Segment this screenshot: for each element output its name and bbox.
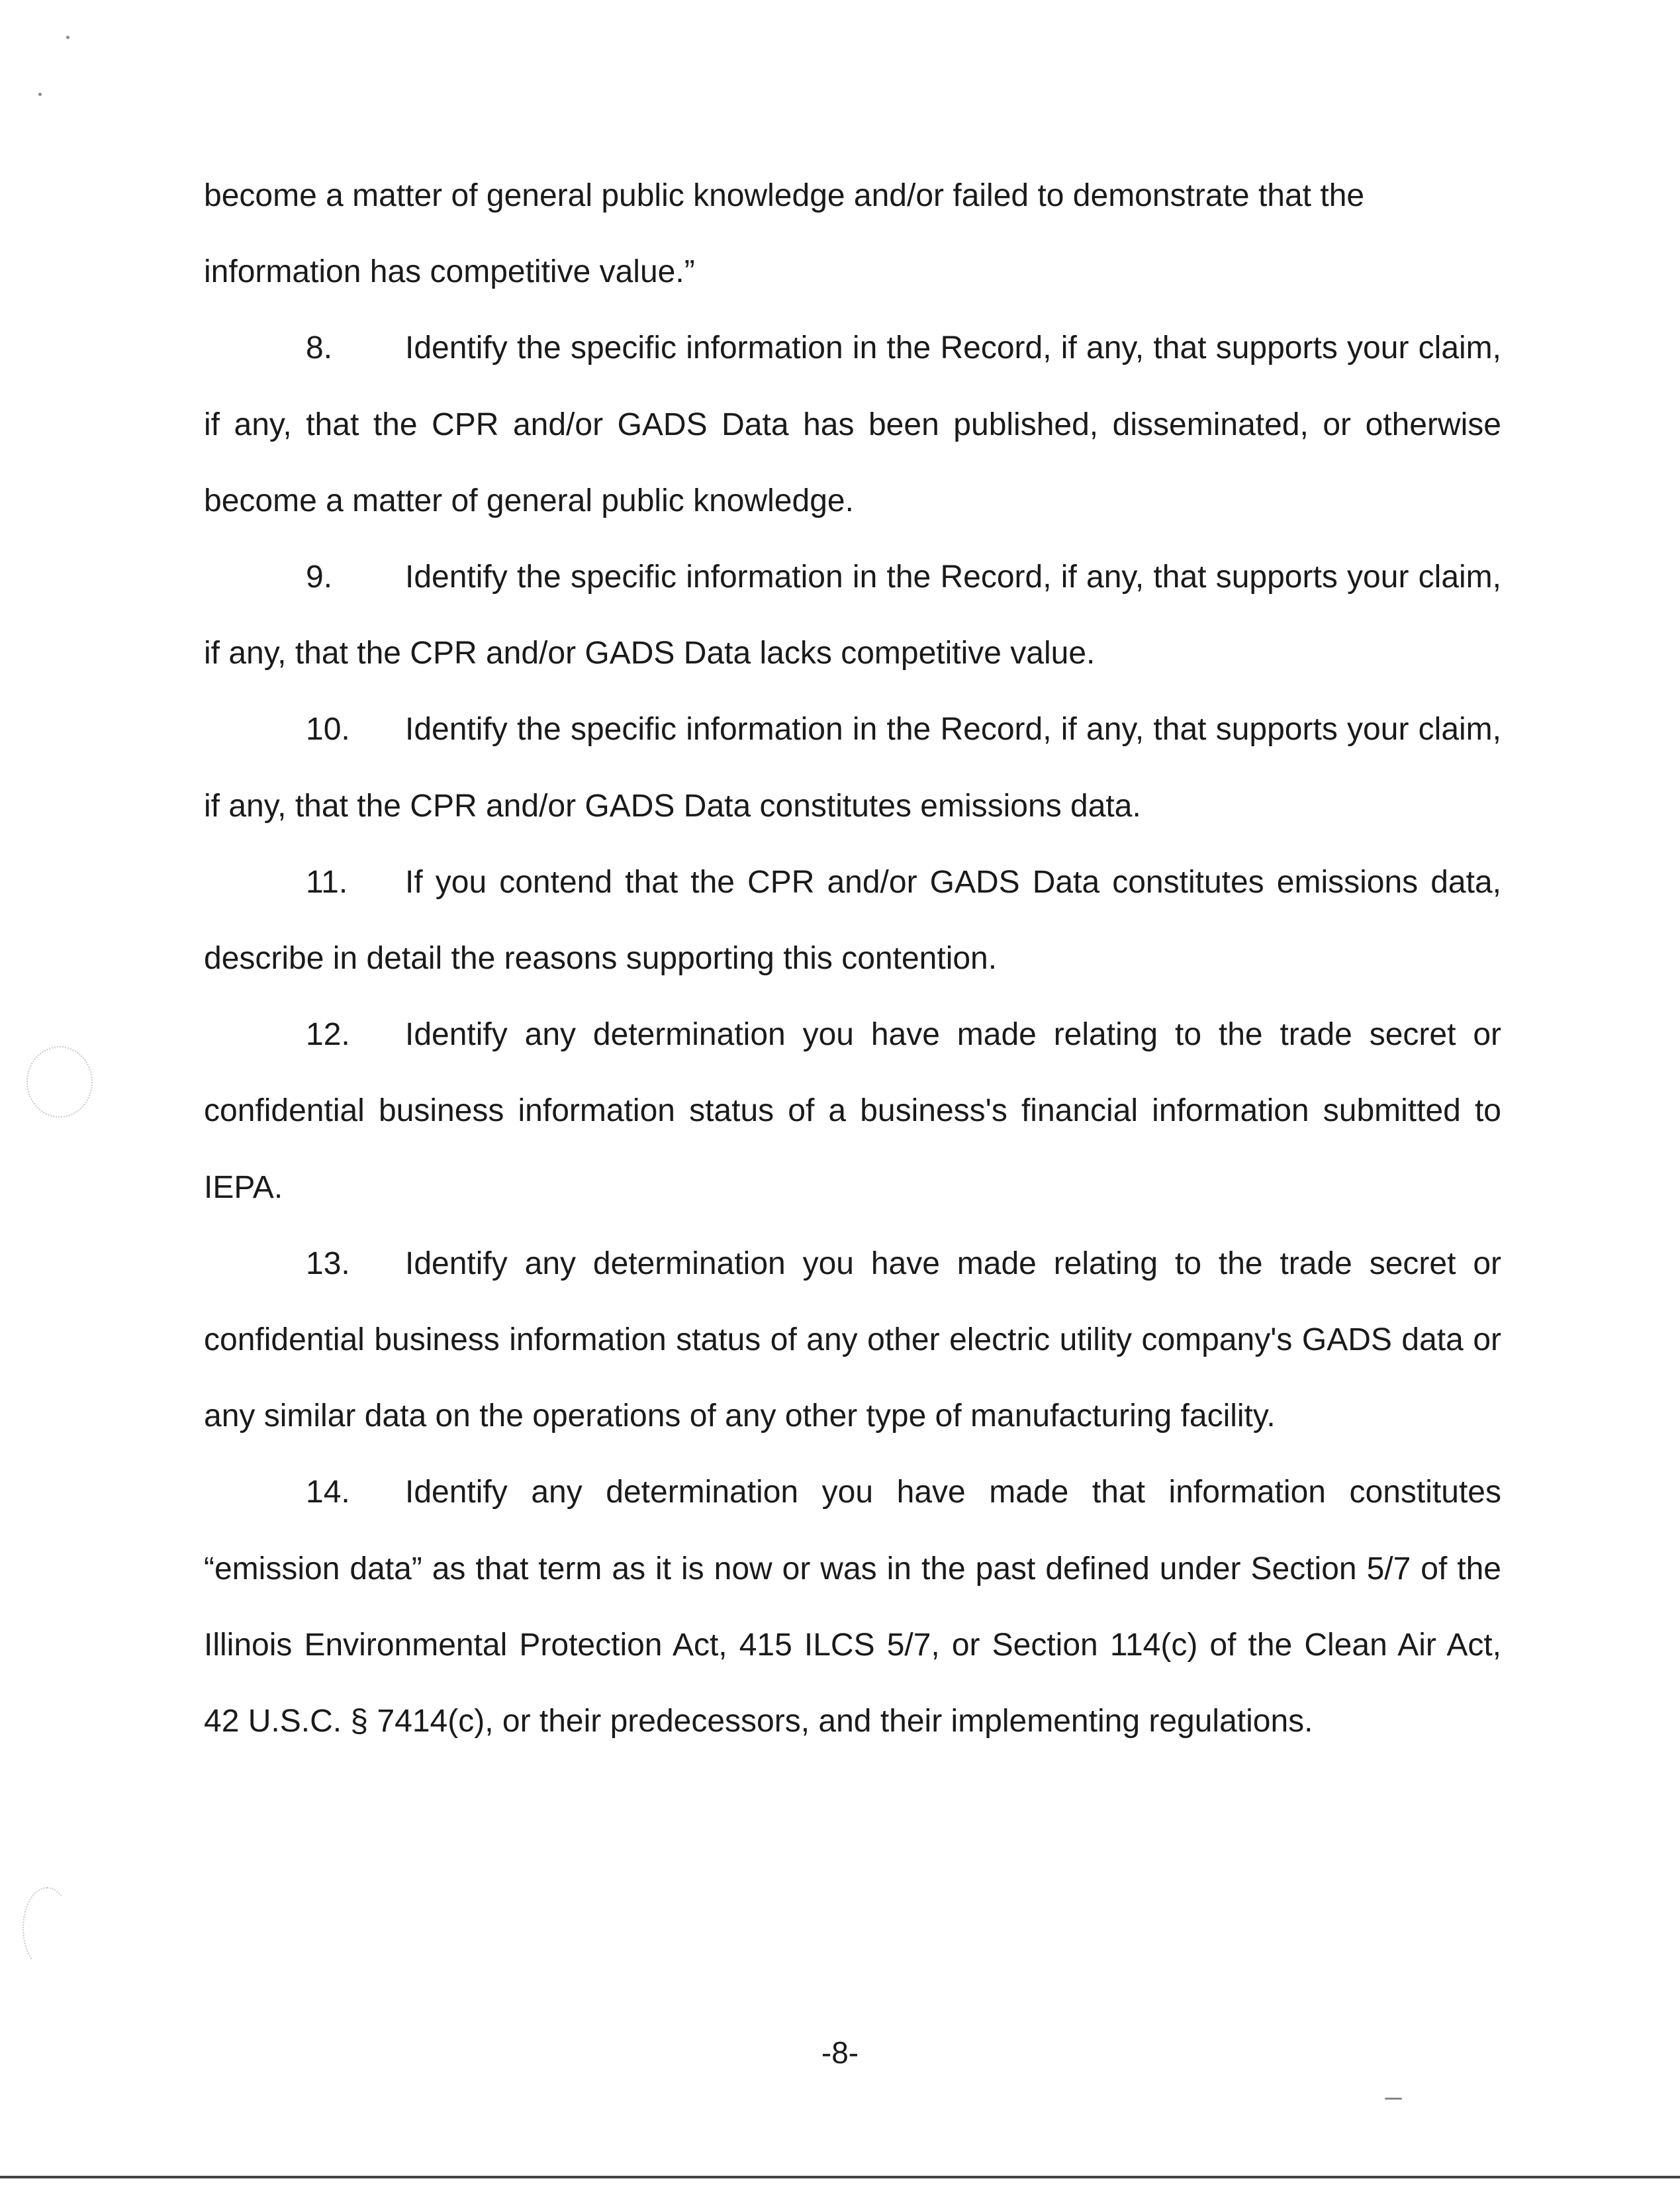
numbered-paragraph-14 bbox=[204, 1454, 1501, 1759]
paragraph-number: 14. bbox=[306, 1475, 350, 1510]
punch-hole-mark bbox=[23, 1887, 71, 1969]
paragraph-number: 9. bbox=[306, 560, 333, 595]
paragraph-number: 8. bbox=[306, 330, 333, 366]
paragraph-text: Identify any determination you have made relating to the trade secret or confidential business information status of any other electric utility company's GADS data or any similar data on the operations of any other type of manufacturing facility. bbox=[204, 1245, 1501, 1434]
document-body bbox=[204, 158, 1501, 1759]
scan-speck bbox=[38, 93, 42, 96]
paragraph-number: 11. bbox=[306, 864, 348, 900]
scan-speck bbox=[66, 36, 70, 39]
continuation-paragraph bbox=[204, 158, 1501, 310]
numbered-paragraph-10 bbox=[204, 691, 1501, 844]
continuation-line-1: become a matter of general public knowledge and/or failed to demonstrate that the bbox=[204, 178, 1365, 213]
page-bottom-edge bbox=[0, 2176, 1680, 2178]
numbered-paragraph-8 bbox=[204, 310, 1501, 539]
numbered-paragraph-9 bbox=[204, 539, 1501, 691]
punch-hole-mark bbox=[26, 1046, 93, 1118]
paragraph-text: Identify any determination you have made that information constitutes “emission data” as that term as it is now or was in the past defined under Section 5/7 of the Illinois Environmental Protection Act, 415 ILCS 5/7, or Section 114(c) of the Clean Air Act, 42 U.S.C. § 7414(c), or their predecessors, and their implementing regulations. bbox=[204, 1475, 1501, 1739]
paragraph-text: Identify the specific information in the Record, if any, that supports your claim, if any, that the CPR and/or GADS Data lacks competitive value. bbox=[204, 560, 1501, 671]
page-number: -8- bbox=[821, 2035, 859, 2070]
paragraph-text: If you contend that the CPR and/or GADS Data constitutes emissions data, describe in detail the reasons supporting this contention. bbox=[204, 864, 1501, 977]
paragraph-text: Identify the specific information in the Record, if any, that supports your claim, if any, that the CPR and/or GADS Data has been published, disseminated, or otherwise become a matter of general public knowledge. bbox=[204, 330, 1501, 518]
continuation-line-2: information has competitive value.” bbox=[204, 254, 695, 290]
numbered-paragraph-12 bbox=[204, 997, 1501, 1226]
paragraph-number: 13. bbox=[306, 1245, 350, 1281]
numbered-paragraph-11 bbox=[204, 844, 1501, 997]
numbered-paragraph-13 bbox=[204, 1226, 1501, 1455]
paragraph-text: Identify the specific information in the Record, if any, that supports your claim, if any, that the CPR and/or GADS Data constitutes emissions data. bbox=[204, 712, 1501, 824]
paragraph-number: 10. bbox=[306, 712, 350, 748]
paragraph-text: Identify any determination you have made relating to the trade secret or confidential business information status of a business's financial information submitted to IEPA. bbox=[204, 1017, 1501, 1205]
scan-speck bbox=[1385, 2098, 1402, 2100]
paragraph-number: 12. bbox=[306, 1017, 350, 1053]
